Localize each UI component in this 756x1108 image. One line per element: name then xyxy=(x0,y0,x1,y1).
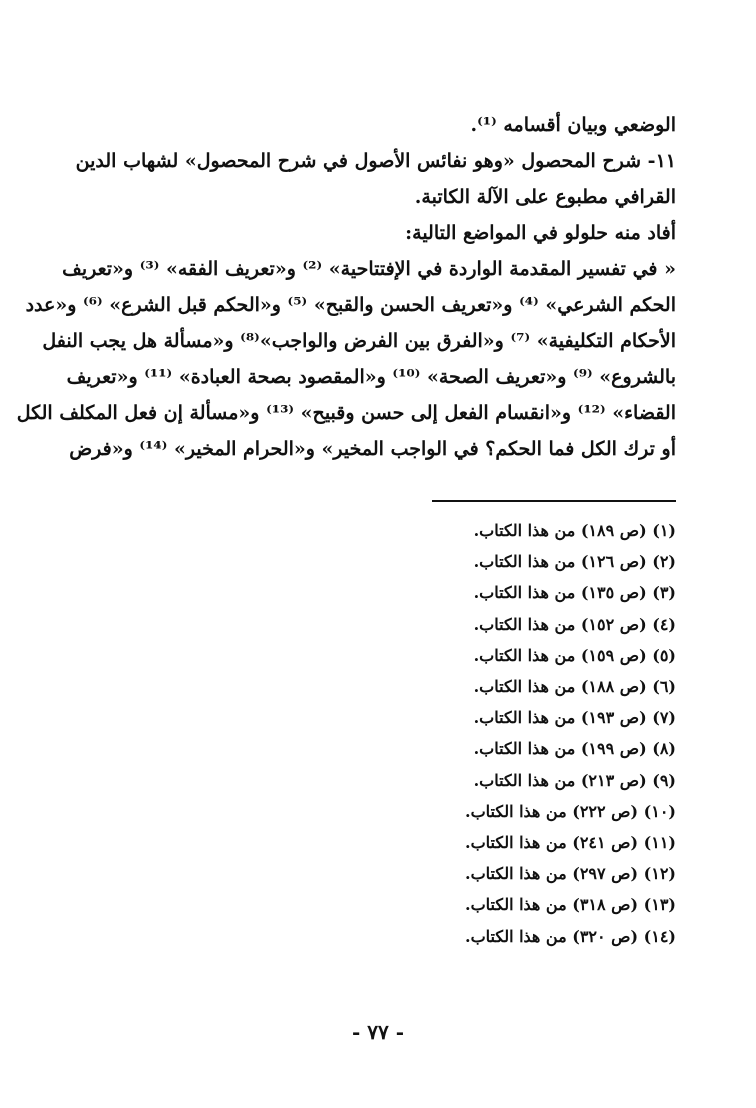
footnote: (١) (ص ١٨٩) من هذا الكتاب. xyxy=(473,521,676,540)
footnote: (٥) (ص ١٥٩) من هذا الكتاب. xyxy=(473,645,676,665)
footnote: (٢) (ص ١٢٦) من هذا الكتاب. xyxy=(473,552,676,572)
footnote: (٨) (ص ١٩٩) من هذا الكتاب. xyxy=(473,739,676,759)
page-number: - ٧٧ - xyxy=(351,1020,404,1044)
text-line: القرافي مطبوع على الآلة الكاتبة. xyxy=(414,186,676,208)
text-line: أفاد منه حلولو في المواضع التالية: xyxy=(405,222,676,244)
footnote: (٤) (ص ١٥٢) من هذا الكتاب. xyxy=(473,614,676,634)
footnote: (١١) (ص ٢٤١) من هذا الكتاب. xyxy=(465,833,676,853)
text-line: الحكم الشرعي» ⁽⁴⁾ و«تعريف الحسن والقبح» ⁽⁵⁾ و«الحكم قبل الشرع» ⁽⁶⁾ و«عدد xyxy=(25,294,676,316)
text-line: « في تفسير المقدمة الواردة في الإفتتاحية» ⁽²⁾ و«تعريف الفقه» ⁽³⁾ و«تعريف xyxy=(62,258,676,280)
text-line: الأحكام التكليفية» ⁽⁷⁾ و«الفرق بين الفرض والواجب»⁽⁸⁾ و«مسألة هل يجب النفل xyxy=(42,330,676,352)
footnote: (٣) (ص ١٣٥) من هذا الكتاب. xyxy=(473,583,676,603)
text-line: القضاء» ⁽¹²⁾ و«انقسام الفعل إلى حسن وقبيح» ⁽¹³⁾ و«مسألة إن فعل المكلف الكل xyxy=(16,402,676,424)
footnotes xyxy=(376,515,676,952)
text-line: أو ترك الكل فما الحكم؟ في الواجب المخير» و«الحرام المخير» ⁽¹⁴⁾ و«فرض xyxy=(69,438,676,460)
text-line: بالشروع» ⁽⁹⁾ و«تعريف الصحة» ⁽¹⁰⁾ و«المقصود بصحة العبادة» ⁽¹¹⁾ و«تعريف xyxy=(66,366,676,388)
footnote-separator xyxy=(432,500,676,502)
footnote: (١٢) (ص ٢٩٧) من هذا الكتاب. xyxy=(465,864,676,884)
footnote: (١٠) (ص ٢٢٢) من هذا الكتاب. xyxy=(465,801,676,821)
footnote: (١٣) (ص ٣١٨) من هذا الكتاب. xyxy=(465,895,676,915)
footnote: (٦) (ص ١٨٨) من هذا الكتاب. xyxy=(473,677,676,697)
text-line: الوضعي وبيان أقسامه ⁽¹⁾. xyxy=(470,114,676,136)
footnote: (٧) (ص ١٩٣) من هذا الكتاب. xyxy=(473,708,676,728)
footnote: (١٤) (ص ٣٢٠) من هذا الكتاب. xyxy=(465,926,676,946)
text-line: ١١- شرح المحصول «وهو نفائس الأصول في شرح المحصول» لشهاب الدين xyxy=(75,150,676,172)
main-text xyxy=(16,107,676,467)
footnote: (٩) (ص ٢١٣) من هذا الكتاب. xyxy=(473,770,676,790)
